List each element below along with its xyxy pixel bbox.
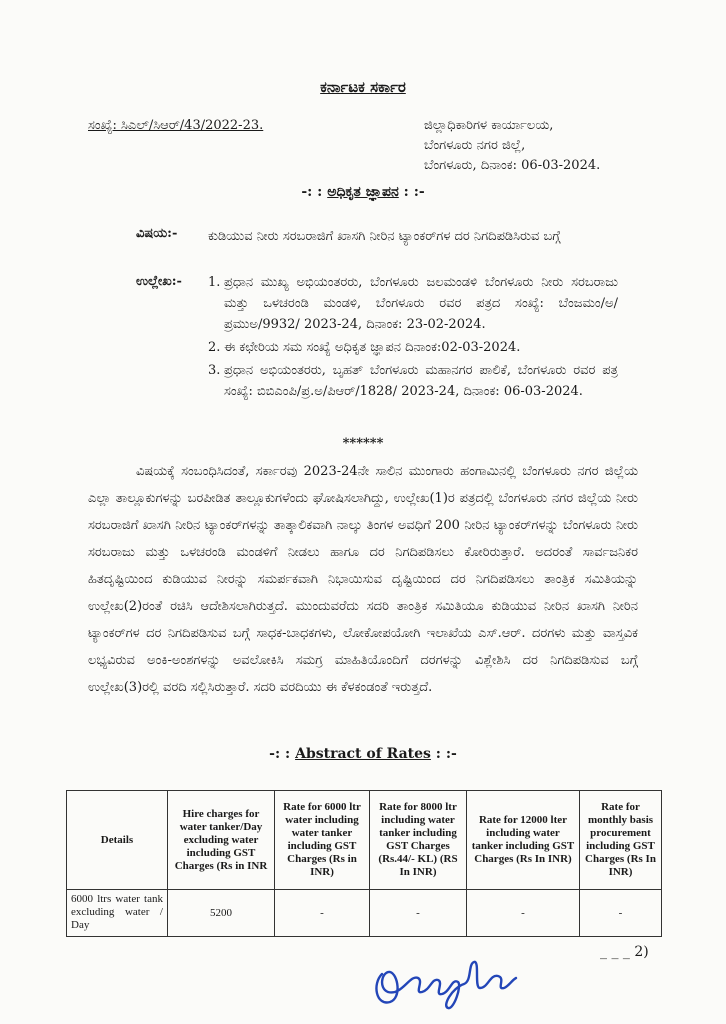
subject-text: ಕುಡಿಯುವ ನೀರು ಸರಬರಾಜಿಗೆ ಖಾಸಗಿ ನೀರಿನ ಟ್ಯಾಂಕರ್‌ಗಳ ದರ ನಿಗದಿಪಡಿಸಿರುವ ಬಗ್ಗೆ [208,229,561,244]
body-paragraph: ವಿಷಯಕ್ಕೆ ಸಂಬಂಧಿಸಿದಂತೆ, ಸರ್ಕಾರವು 2023-24ನೇ ಸಾಲಿನ ಮುಂಗಾರು ಹಂಗಾಮಿನಲ್ಲಿ ಬೆಂಗಳೂರು ನಗರ ಜಿಲ್ಲೆಯ ಎಲ್ಲಾ ತಾಲ್ಲೂಕುಗಳನ್ನು ಬರಪೀಡಿತ ತಾಲ್ಲೂಕುಗಳೆಂದು ಘೋಷಿಸಲಾಗಿದ್ದು, ಉಲ್ಲೇಖ(1)ರ ಪತ್ರದಲ್ಲಿ ಬೆಂಗಳೂರು ನಗರ ಜಿಲ್ಲೆಯ ನೀರು ಸರಬರಾಜಿಗೆ ಖಾಸಗಿ ನೀರಿನ ಟ್ಯಾಂಕರ್‌ಗಳನ್ನು ತಾತ್ಕಾಲಿಕವಾಗಿ ನಾಲ್ಕು ತಿಂಗಳ ಅವಧಿಗೆ 200 ನೀರಿನ ಟ್ಯಾಂಕರ್‌ಗಳನ್ನು ಬೆಂಗಳೂರು ನೀರು ಸರಬರಾಜು ಮತ್ತು ಒಳಚರಂಡಿ ಮಂಡಳಿಗೆ ನೀಡಲು ಹಾಗೂ ದರ ನಿಗದಿಪಡಿಸಲು ಕೋರಿರುತ್ತಾರೆ. ಅದರಂತೆ ಸಾರ್ವಜನಿಕರ ಹಿತದೃಷ್ಟಿಯಿಂದ ಕುಡಿಯುವ ನೀರನ್ನು ಸಮರ್ಪಕವಾಗಿ ನಿಭಾಯಿಸುವ ದೃಷ್ಟಿಯಿಂದ ದರ ನಿಗದಿಪಡಿಸಲು ತಾಂತ್ರಿಕ ಸಮಿತಿಯನ್ನು ಉಲ್ಲೇಖ(2)ರಂತೆ ರಚಿಸಿ ಆದೇಶಿಸಲಾಗಿರುತ್ತದೆ. ಮುಂದುವರೆದು ಸದರಿ ತಾಂತ್ರಿಕ ಸಮಿತಿಯೂ ಕುಡಿಯುವ ನೀರಿನ ಖಾಸಗಿ ನೀರಿನ ಟ್ಯಾಂಕರ್‌ಗಳ ದರ ನಿಗದಿಪಡಿಸುವ ಬಗ್ಗೆ ಸಾಧಕ-ಬಾಧಕಗಳು, ಲೋಕೋಪಯೋಗಿ ಇಲಾಖೆಯ ಎಸ್.ಆರ್. ದರಗಳು ಮತ್ತು ವಾಸ್ತವಿಕ ಲಭ್ಯವಿರುವ ಅಂಕಿ-ಅಂಶಗಳನ್ನು ಅವಲೋಕಿಸಿ ಸಮಗ್ರ ಮಾಹಿತಿಯೊಂದಿಗೆ ದರಗಳನ್ನು ವಿಶ್ಲೇಶಿಸಿ ದರ ನಿಗದಿಪಡಿಸುವ ಬಗ್ಗೆ ಉಲ್ಲೇಖ(3)ರಲ್ಲಿ ವರದಿ ಸಲ್ಲಿಸಿರುತ್ತಾರೆ. ಸದರಿ ವರದಿಯು ಈ ಕೆಳಕಂಡಂತೆ ಇರುತ್ತದೆ. [88,464,638,695]
abstract-heading-suffix: : :- [435,746,457,762]
order-heading [0,184,726,200]
column-header-rate-6000: Rate for 6000 ltr water including water tanker including GST Charges (Rs in INR) [275,791,370,890]
reference-text: ಪ್ರಧಾನ ಮುಖ್ಯ ಅಭಿಯಂತರರು, ಬೆಂಗಳೂರು ಜಲಮಂಡಳಿ ಬೆಂಗಳೂರು ನೀರು ಸರಬರಾಜು ಮತ್ತು ಒಳಚರಂಡಿ ಮಂಡಳಿ, ಬೆಂಗಳೂರು ರವರ ಪತ್ರದ ಸಂಖ್ಯೆ: ಬೆಂಜಮಂ/ಅ/ಪ್ರಮುಅ/9932/ 2023-24, ದಿನಾಂಕ: 23-02-2024. [224,275,618,332]
document-title: ಕರ್ನಾಟಕ ಸರ್ಕಾರ [320,78,406,96]
reference-item [208,272,618,335]
subject-label: ವಿಷಯ:- [136,226,178,241]
signature [368,944,518,1018]
reference-number-label: 3. [208,363,221,378]
order-heading-text: ಅಧಿಕೃತ ಜ್ಞಾಪನ [327,184,399,200]
column-header-rate-8000: Rate for 8000 ltr including water tanker including GST Charges (Rs.44/- KL) (RS In INR) [370,791,467,890]
reference-number-label: 2. [208,340,221,355]
table-cell-12000: - [467,890,580,937]
references-list [208,272,618,404]
table-header-row [67,791,662,890]
signature-icon [368,944,518,1014]
table-cell-monthly: - [580,890,662,937]
column-header-rate-12000: Rate for 12000 lter including water tanker including GST Charges (Rs In INR) [467,791,580,890]
table-cell-8000: - [370,890,467,937]
abstract-heading-text: Abstract of Rates [295,746,431,762]
reference-number: ಸಂಖ್ಯೆ: ಸಿಎಲ್/ಸಿಆರ್/43/2022-23. [88,118,264,133]
order-heading-prefix: -: : [301,184,323,200]
references-label: ಉಲ್ಲೇಖ:- [136,274,182,289]
abstract-heading [0,746,726,762]
reference-item [208,337,618,358]
section-separator: ****** [342,436,384,451]
reference-text: ಪ್ರಧಾನ ಅಭಿಯಂತರರು, ಬೃಹತ್ ಬೆಂಗಳೂರು ಮಹಾನಗರ ಪಾಲಿಕೆ, ಬೆಂಗಳೂರು ರವರ ಪತ್ರ ಸಂಖ್ಯೆ: ಬಿಬಿಎಂಪಿ/ಪ್ರ.ಅ/ಪಿಆರ್/1828/ 2023-24, ದಿನಾಂಕ: 06-03-2024. [224,363,618,399]
office-line-1: ಜಿಲ್ಲಾಧಿಕಾರಿಗಳ ಕಾರ್ಯಾಲಯ, [424,118,554,133]
office-line-2: ಬೆಂಗಳೂರು ನಗರ ಜಿಲ್ಲೆ, [424,138,526,153]
reference-number-label: 1. [208,275,221,290]
table-cell-hire: 5200 [168,890,275,937]
order-heading-suffix: : :- [403,184,425,200]
reference-text: ಈ ಕಛೇರಿಯ ಸಮ ಸಂಖ್ಯೆ ಅಧಿಕೃತ ಜ್ಞಾಪನ ದಿನಾಂಕ:02-03-2024. [224,340,521,355]
table-cell-details: 6000 ltrs water tank excluding water / Day [67,890,168,937]
abstract-heading-prefix: -: : [269,746,291,762]
table-row [67,890,662,937]
column-header-hire-charges: Hire charges for water tanker/Day excluding water including GST Charges (Rs in INR [168,791,275,890]
table-cell-6000: - [275,890,370,937]
column-header-monthly: Rate for monthly basis procurement including GST Charges (Rs In INR) [580,791,662,890]
column-header-details: Details [67,791,168,890]
office-line-3: ಬೆಂಗಳೂರು, ದಿನಾಂಕ: 06-03-2024. [424,158,601,173]
reference-item [208,360,618,402]
page-continuation: _ _ _ 2) [600,944,649,960]
office-address [424,116,600,176]
rates-table [66,790,662,937]
